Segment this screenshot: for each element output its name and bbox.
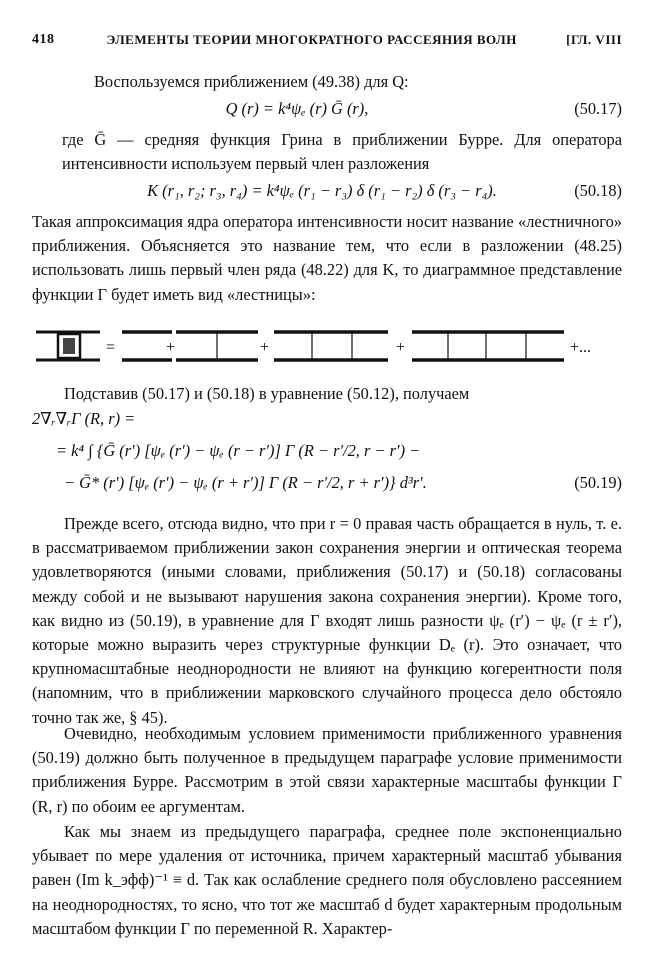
paragraph-4: Подставив (50.17) и (50.18) в уравнение (50.12), получаем: [64, 384, 470, 403]
plus-sign-3: +: [396, 339, 406, 356]
equation-50-17: [62, 96, 622, 122]
equation-body: K (r₁, r₂; r₃, r₄) = k⁴ψₑ (r₁ − r₃) δ (r₁ − r₂) δ (r₃ − r₄).: [147, 181, 497, 200]
paragraph-5: Прежде всего, отсюда видно, что при r = 0 правая часть обращается в нуль, т. е. в рассматриваемом приближении закон сохранения энергии и оптическая теорема удовлетворяются (иными словами, приближения (50.17) и (50.18) согласованы между собой и не вызывают нарушения закона сохранения энергии). Кроме того, как видно из (50.19), в уравнение для Γ входят лишь разности ψₑ (r′) − ψₑ (r ± r′), которые можно выразить через структурные функции Dₑ (r). Это означает, что крупномасштабные неоднородности не влияют на функцию когерентности поля (напомним, что в приближении марковского случайного процесса дело обстояло точно так же, § 45).: [32, 514, 622, 727]
paragraph-3: Такая аппроксимация ядра оператора интенсивности носит название «лестничного» приближения. Объясняется это название тем, что если в разложении (48.25) использовать лишь первый член ряда (48.22) для K, то диаграммное представление функции Γ будет иметь вид «лестницы»:: [32, 212, 622, 304]
equation-50-19-line-1: [32, 406, 622, 432]
ladder-term-2: [176, 332, 258, 360]
equation-50-18: [62, 178, 622, 204]
equation-50-19-line-3: [32, 470, 622, 496]
paragraph-2: где Ḡ — средняя функция Грина в приближении Бурре. Для оператора интенсивности используем первый член разложения: [62, 130, 622, 174]
equation-body: Q (r) = k⁴ψₑ (r) Ḡ (r),: [225, 99, 369, 118]
equation-lhs: 2∇ᵣ∇ᵣΓ (R, r) =: [32, 409, 136, 428]
plus-sign-1: +: [166, 339, 176, 356]
plus-sign-2: +: [260, 339, 270, 356]
ladder-diagram: [34, 326, 624, 370]
running-title: ЭЛЕМЕНТЫ ТЕОРИИ МНОГОКРАТНОГО РАССЕЯНИЯ ВОЛН: [106, 32, 517, 47]
equation-number: (50.19): [574, 473, 622, 492]
gamma-box: [36, 332, 100, 360]
equals-sign: =: [106, 339, 116, 356]
running-header: [32, 32, 622, 48]
paragraph-1: Воспользуемся приближением (49.38) для Q:: [94, 72, 409, 91]
paragraph-6: Очевидно, необходимым условием применимости приближенного уравнения (50.19) должно быть полученное в предыдущем параграфе условие применимости приближения Бурре. Рассмотрим в этой связи характерные масштабы функции Γ (R, r) по обоим ее аргументам.: [32, 724, 622, 816]
continuation-dots: +...: [570, 339, 592, 356]
equation-number: (50.17): [574, 99, 622, 118]
page-number: 418: [32, 32, 55, 47]
paragraph-7: Как мы знаем из предыдущего параграфа, среднее поле экспоненциально убывает по мере удаления от источника, причем характерный масштаб убывания равен (Im k_эфф)⁻¹ ≡ d. Так как ослабление среднего поля обусловлено рассеянием на неоднородностях, то ясно, что тот же масштаб d будет характерным продольным масштабом функции Γ по переменной R. Характер-: [32, 822, 622, 938]
equation-rhs-2: − Ḡ* (r′) [ψₑ (r′) − ψₑ (r + r′)] Γ (R − r′/2, r + r′)} d³r′.: [64, 473, 427, 492]
chapter-label: [ГЛ. VIII: [566, 32, 622, 47]
ladder-term-1: [122, 332, 172, 360]
equation-50-19-line-2: [32, 438, 622, 464]
ladder-term-3: [274, 332, 388, 360]
equation-rhs-1: = k⁴ ∫ {Ḡ (r′) [ψₑ (r′) − ψₑ (r − r′)] Γ (R − r′/2, r − r′) −: [56, 441, 421, 460]
equation-number: (50.18): [574, 181, 622, 200]
ladder-term-4: [412, 332, 564, 360]
